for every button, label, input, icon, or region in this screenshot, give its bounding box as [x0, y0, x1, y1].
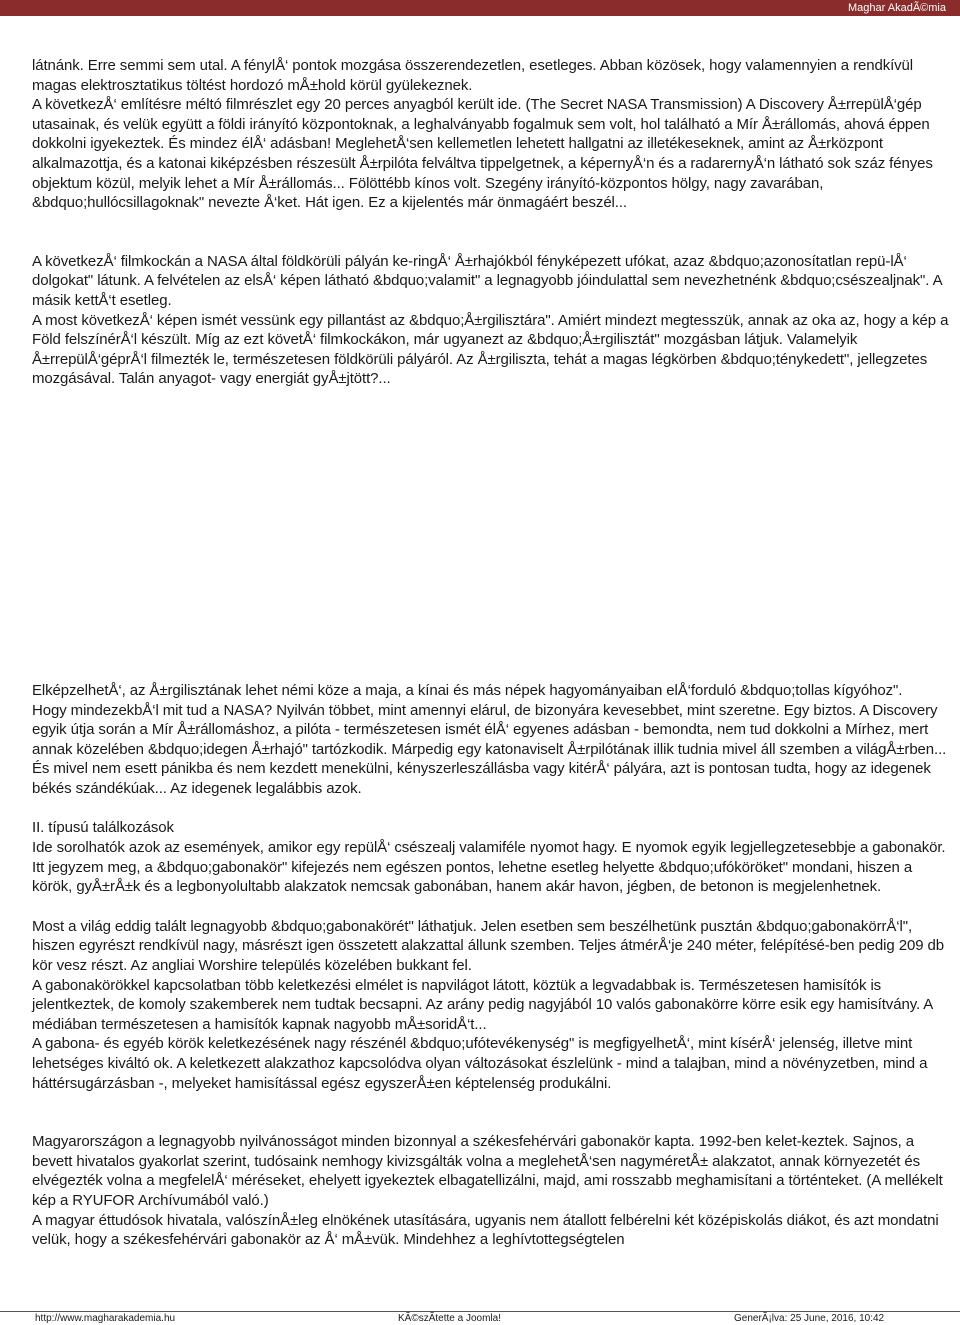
image-gap — [32, 389, 956, 681]
image-gap — [32, 798, 956, 818]
paragraph: A gabona- és egyéb körök keletkezésének nagy részénél &bdquo;ufótevékenység" is megfigyelhetÅ‘, mint kísérÅ‘ jelenség, illetve mint lehetséges kiváltó ok. A keletkezett alakzathoz kapcsolódva olyan változásokat észlelünk - mind a talajban, mind a növényzetben, mind a háttérsugárzásban -, melyeket hamisítással egész egyszerÅ±en képtelenség produkálni. — [32, 1035, 928, 1092]
paragraph: Most a világ eddig talált legnagyobb &bdquo;gabonakörét" láthatjuk. Jelen esetben sem beszélhetünk pusztán &bdquo;gabonakörrÅ‘l", hiszen egyrészt rendkívül nagy, másrészt igen összetett alakzattal állunk szemben. Teljes átmérÅ‘je 240 méter, felépítésé-ben pedig 209 db kör vesz részt. Az angliai Worshire település közelében bukkant fel. — [32, 917, 944, 975]
site-header — [0, 0, 960, 16]
image-gap — [32, 1093, 956, 1132]
paragraph: látnánk. Erre semmi sem utal. A fénylÅ‘ pontok mozgása összerendezetlen, esetleges. Abban közösek, hogy valamennyien a rendkívül magas elektrosztatikus töltést hordozó mÅ±hold körül gyülekeznek. — [32, 57, 914, 94]
paragraph: Magyarországon a legnagyobb nyilvánosságot minden bizonnyal a székesfehérvári gabonakör kapta. 1992-ben kelet-keztek. Sajnos, a bevett hivatalos gyakorlat szerint, tudósaink nemhogy kivizsgálták volna a meglehetÅ‘sen nagyméretÅ± alakzatot, annak környezetét és elvégezték volna a megfelelÅ‘ méréseket, ehelyett igyekeztek elbagatellizálni, majd, ami rosszabb meghamisítani a történteket. (A mellékelt kép a RYUFOR Archívumából való.) — [32, 1133, 943, 1209]
paragraph: A következÅ‘ filmkockán a NASA által földkörüli pályán ke-ringÅ‘ Å±rhajókból fényképezett ufókat, azaz &bdquo;azonosítatlan repü-lÅ‘ dolgokat" látunk. A felvételen az elsÅ‘ képen látható &bdquo;valamit" a legnagyobb jóindulattal sem nevezhetnénk &bdquo;csészealjnak". A másik kettÅ‘t esetleg. — [32, 252, 942, 309]
site-name: Maghar AkadÃ©mia — [848, 2, 946, 14]
section-heading: II. típusú találkozások — [32, 819, 174, 837]
footer-generated: GenerÃ¡lva: 25 June, 2016, 10:42 — [734, 1313, 885, 1324]
article-body — [32, 56, 956, 1250]
paragraph: Hogy mindezekbÅ‘l mit tud a NASA? Nyilván többet, mint amennyi elárul, de bizonyára kevesebbet, mint szeretne. Egy biztos. A Discovery egyik útja során a Mír Å±rállomáshoz, a pilóta - természetesen ismét élÅ‘ egyenes adásban - bemondta, nem tud dokkolni a Mírhez, mert annak közelében &bdquo;idegen Å±rhajó" tartózkodik. Márpedig egy katonaviselt Å±rpilótának illik tudnia mivel áll szemben a világÅ±rben... És mivel nem esett pánikba és nem kezdett menekülni, kényszerleszállásba vagy kitérÅ‘ pályára, azt is pontosan tudta, hogy az idegenek békés szándékúak... Az idegenek legalábbis azok. — [32, 701, 947, 797]
paragraph: A következÅ‘ említésre méltó filmrészlet egy 20 perces anyagból került ide. (The Secret NASA Transmission) A Discovery Å±rrepülÅ‘gép utasainak, és velük együtt a földi irányító központoknak, a leghalványabb fogalmuk sem volt, hol található a Mír Å±rállomás, ahová éppen dokkolni igyekeztek. És mindez élÅ‘ adásban! MeglehetÅ‘sen kellemetlen lehetett hallgatni az illetékeseknek, amint az Å±rközpont alkalmazottja, és a katonai kiképzésben részesült Å±rpilóta felváltva tippelgetnek, a képernyÅ‘n és a radarernyÅ‘n látható sok száz fényes objektum közül, melyik lehet a Mír Å±rállomás... Fölöttébb kínos volt. Szegény irányító-központos hölgy, nagy zavarában, &bdquo;hullócsillagoknak" nevezte Å‘ket. Hát igen. Ez a kijelentés már önmagáért beszél... — [32, 96, 933, 212]
paragraph: A gabonakörökkel kapcsolatban több keletkezési elmélet is napvilágot látott, köztük a legvadabbak is. Természetesen hamisítók is jelentkeztek, de komoly szakemberek nem tudtak becsapni. Az arány pedig nagyjából 10 valós gabonakörre körre esik egy hamisítvány. A médiában természetesen a hamisítók kapnak nagyobb mÅ±soridÅ‘t... — [32, 976, 933, 1033]
page-footer — [0, 1311, 960, 1325]
image-gap — [32, 213, 956, 252]
footer-credit: KÃ©szÃtette a Joomla! — [398, 1313, 501, 1324]
image-gap — [32, 897, 956, 917]
paragraph: Ide sorolhatók azok az események, amikor egy repülÅ‘ csészealj valamiféle nyomot hagy. E nyomok egyik legjellegzetesebbje a gabonakör. Itt jegyzem meg, a &bdquo;gabonakör" kifejezés nem egészen pontos, lehetne esetleg helyette &bdquo;ufóköröket" mondani, hiszen a körök, gyÅ±rÅ±k és a legbonyolultabb alakzatok nemcsak gabonában, hanem akár havon, jégben, de betonon is megjelenhetnek. — [32, 839, 946, 896]
paragraph: ElképzelhetÅ‘, az Å±rgilisztának lehet némi köze a maja, a kínai és más népek hagyományaiban elÅ‘forduló &bdquo;tollas kígyóhoz". — [32, 681, 903, 699]
paragraph: A most következÅ‘ képen ismét vessünk egy pillantást az &bdquo;Å±rgilisztára". Amiért mindezt megtesszük, annak az oka az, hogy a kép a Föld felszínérÅ‘l készült. Míg az ezt követÅ‘ filmkockákon, már ugyanezt az &bdquo;Å±rgilisztát" mozgásban látjuk. Valamelyik Å±rrepülÅ‘géprÅ‘l filmezték le, természetesen földkörüli pályáról. Az Å±rgiliszta, tehát a magas légkörben &bdquo;ténykedett", jellegzetes mozgásával. Talán anyagot- vagy energiát gyÅ±jtött?... — [32, 311, 949, 388]
paragraph: A magyar éttudósok hivatala, valószínÅ±leg elnökének utasítására, ugyanis nem átallott felbérelni két középiskolás diákot, és azt mondatni velük, hogy a székesfehérvári gabonakör az Å‘ mÅ±vük. Mindehhez a leghívtottegségtelen — [32, 1211, 939, 1249]
footer-url: http://www.magharakademia.hu — [35, 1313, 176, 1324]
